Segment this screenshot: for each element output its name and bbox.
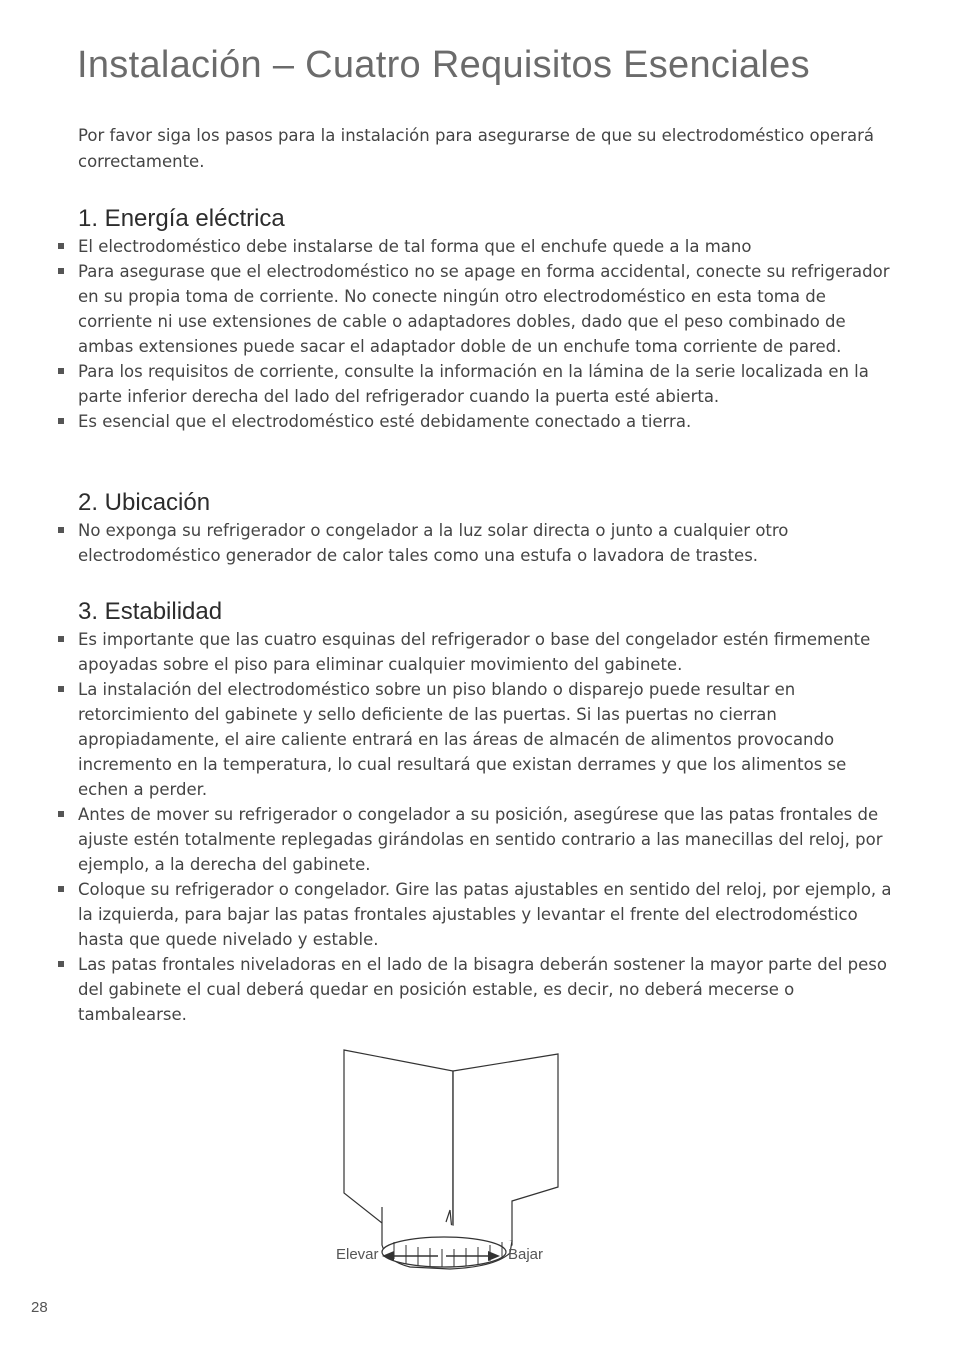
section-heading: 1. Energía eléctrica [78,205,285,232]
list-item [78,359,892,409]
square-bullet-icon [58,686,64,692]
list-item [78,409,892,434]
square-bullet-icon [58,268,64,274]
list-item-text: Para asegurase que el electrodoméstico no se apage en forma accidental, conecte su refrigerador en su propia toma de corriente. No conecte ningún otro electrodoméstico en esta toma de corriente ni use extensiones de cable o adaptadores dobles, dado que el peso combinado de ambas extensiones puede sacar el adaptador doble de un enchufe toma corriente de pared. [78,262,890,356]
intro-paragraph: Por favor siga los pasos para la instalación para asegurarse de que su electrodoméstico operará correctamente. [78,126,874,171]
square-bullet-icon [58,368,64,374]
list-item [78,234,892,259]
bullet-list [0,627,954,1027]
list-item [78,677,892,802]
direction-arrows-icon [380,1248,504,1264]
list-item-text: El electrodoméstico debe instalarse de tal forma que el enchufe quede a la mano [78,237,752,256]
square-bullet-icon [58,527,64,533]
section-heading: 2. Ubicación [78,489,211,516]
list-item-text: Coloque su refrigerador o congelador. Gire las patas ajustables en sentido del reloj, por ejemplo, a la izquierda, para bajar las patas frontales ajustables y levantar el frente del electrodoméstico hasta que quede nivelado y estable. [78,880,892,949]
figure-label-elevar: Elevar [336,1246,379,1263]
list-item [78,627,892,677]
list-item [78,518,892,568]
section-ubicacion [0,488,954,568]
section-heading: 3. Estabilidad [78,598,223,625]
list-item-text: No exponga su refrigerador o congelador a la luz solar directa o junto a cualquier otro electrodoméstico generador de calor tales como una estufa o lavadora de trastes. [78,521,789,565]
list-item-text: Es importante que las cuatro esquinas del refrigerador o base del congelador estén firmemente apoyadas sobre el piso para eliminar cualquier movimiento del gabinete. [78,630,871,674]
list-item [78,952,892,1027]
list-item-text: Antes de mover su refrigerador o congelador a su posición, asegúrese que las patas frontales de ajuste estén totalmente replegadas girándolas en sentido contrario a las manecillas del reloj, por ejemplo, a la derecha del gabinete. [78,805,883,874]
list-item-text: La instalación del electrodoméstico sobre un piso blando o disparejo puede resultar en retorcimiento del gabinete y sello deficiente de las puertas. Si las puertas no cierran apropiadamente, el aire caliente entrará en las áreas de almacén de alimentos provocando incremento en la temperatura, lo cual resultará que existan derrames y que los alimentos se echen a perder. [78,680,847,799]
square-bullet-icon [58,243,64,249]
square-bullet-icon [58,418,64,424]
list-item [78,259,892,359]
list-item-text: Las patas frontales niveladoras en el lado de la bisagra deberán sostener la mayor parte del peso del gabinete el cual deberá quedar en posición estable, es decir, no deberá mecerse o tambalearse. [78,955,887,1024]
list-item [78,802,892,877]
section-energia-electrica [0,204,954,434]
square-bullet-icon [58,961,64,967]
list-item [78,877,892,952]
list-item-text: Para los requisitos de corriente, consulte la información en la lámina de la serie localizada en la parte inferior derecha del lado del refrigerador cuando la puerta esté abierta. [78,362,869,406]
square-bullet-icon [58,636,64,642]
page-title: Instalación – Cuatro Requisitos Esenciales [77,44,810,86]
square-bullet-icon [58,811,64,817]
section-estabilidad [0,597,954,1027]
page-number: 28 [31,1299,48,1316]
square-bullet-icon [58,886,64,892]
list-item-text: Es esencial que el electrodoméstico esté debidamente conectado a tierra. [78,412,692,431]
figure-label-bajar: Bajar [508,1246,544,1263]
bullet-list [0,234,954,434]
leveling-foot-illustration [320,1045,580,1275]
bullet-list [0,518,954,568]
